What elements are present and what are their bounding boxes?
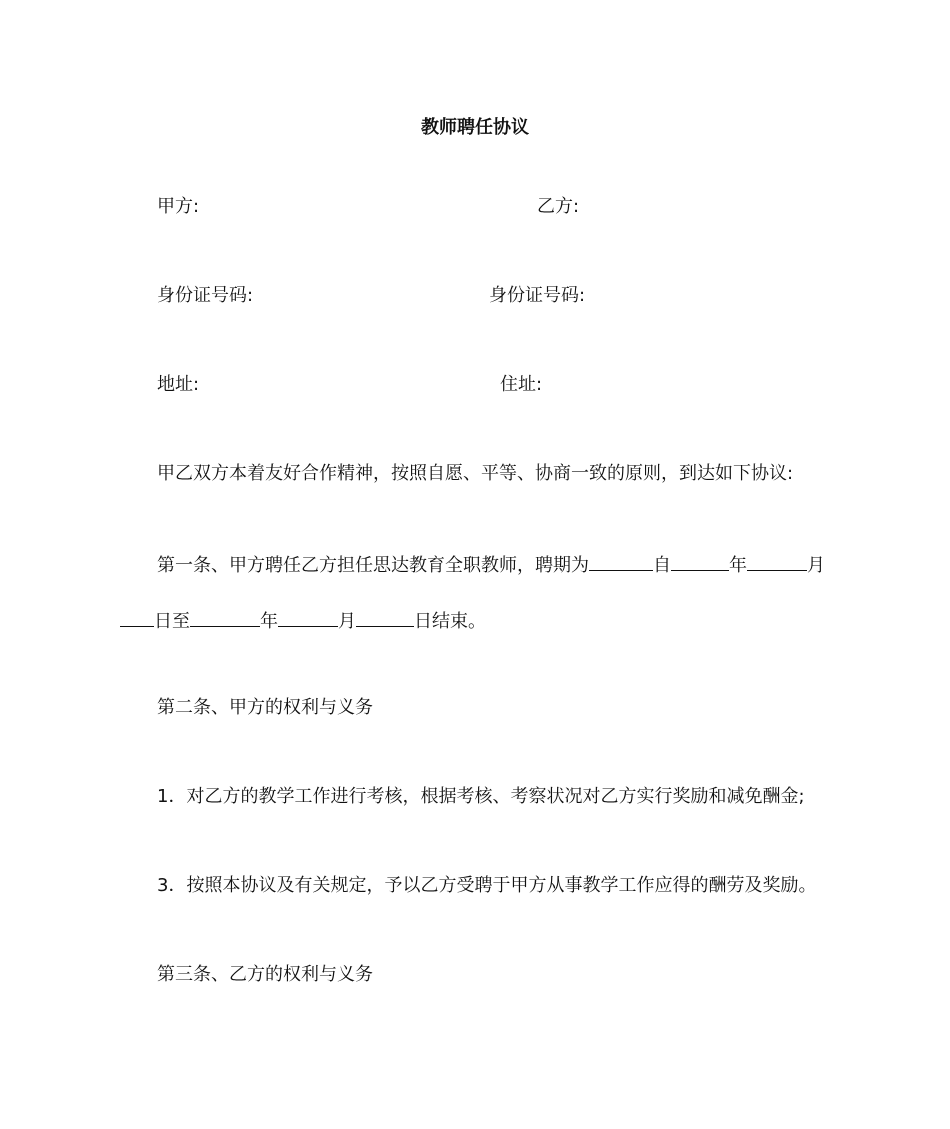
article1-text-part5: 日至 bbox=[154, 611, 190, 632]
article1-text-part7: 月 bbox=[338, 611, 356, 632]
party-b-address-label: 住址: bbox=[500, 374, 543, 395]
article1-text-part4: 月 bbox=[807, 555, 825, 576]
article1-line2 bbox=[120, 607, 486, 634]
article2-item3: 3．按照本协议及有关规定，予以乙方受聘于甲方从事教学工作应得的酬劳及奖励。 bbox=[157, 875, 817, 896]
end-month-blank bbox=[278, 607, 338, 627]
party-b-id-label: 身份证号码: bbox=[489, 285, 586, 306]
start-month-blank bbox=[747, 551, 807, 571]
end-day-blank bbox=[356, 607, 414, 627]
article1-line1 bbox=[157, 551, 825, 578]
party-a-id-label: 身份证号码: bbox=[157, 285, 254, 306]
end-year-blank bbox=[190, 607, 260, 627]
article1-text-part3: 年 bbox=[729, 555, 747, 576]
document-title: 教师聘任协议 bbox=[421, 117, 529, 138]
preamble-paragraph: 甲乙双方本着友好合作精神，按照自愿、平等、协商一致的原则，到达如下协议: bbox=[157, 463, 794, 484]
party-b-label: 乙方: bbox=[537, 196, 580, 217]
article1-text-part1: 第一条、甲方聘任乙方担任思达教育全职教师，聘期为 bbox=[157, 555, 589, 576]
term-blank bbox=[589, 551, 653, 571]
article3-heading: 第三条、乙方的权利与义务 bbox=[157, 964, 373, 985]
start-year-blank bbox=[671, 551, 729, 571]
article1-text-part6: 年 bbox=[260, 611, 278, 632]
party-a-label: 甲方: bbox=[157, 196, 200, 217]
article2-item1: 1．对乙方的教学工作进行考核，根据考核、考察状况对乙方实行奖励和减免酬金; bbox=[157, 786, 805, 807]
article2-heading: 第二条、甲方的权利与义务 bbox=[157, 697, 373, 718]
party-a-address-label: 地址: bbox=[157, 374, 200, 395]
start-day-blank bbox=[120, 607, 154, 627]
article1-text-part8: 日结束。 bbox=[414, 611, 486, 632]
article1-text-part2: 自 bbox=[653, 555, 671, 576]
